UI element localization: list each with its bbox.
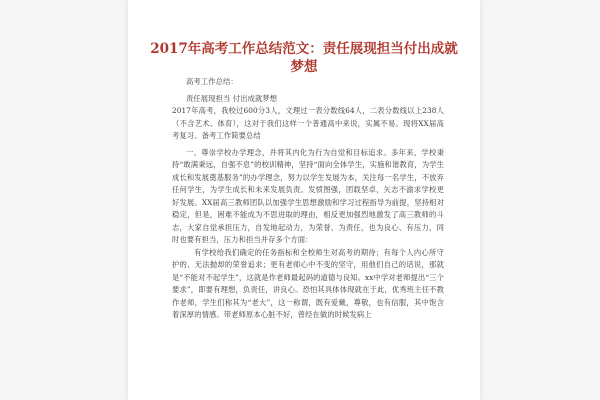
document-body bbox=[172, 76, 444, 322]
paragraph-subtitle: 责任展现担当 付出成就梦想 bbox=[186, 93, 278, 103]
document-page bbox=[128, 0, 480, 400]
document-title: 2017年高考工作总结范文：责任展现担当付出成就梦想 bbox=[150, 41, 458, 75]
paragraph-section-one: 一、尊崇学校办学理念，并将其内化为行为自觉和目标追求。多年来，学校秉持“敢满秉远，自强不息”的校训精神，坚持“面向全体学生，实施和谐教育，为学生成长和发展奠基服务”的办学理念，努力以学生发展为本，关注每一名学生，不放弃任何学生，为学生成长和未来发展负责。发愤图强，团载坚卓，矢志不渝求学校更好发展。XX届高三教师团队以加强学生思想激励和学习过程指导为前提，坚持相对稳定，但是，困难不能成为不思进取的理由，相反更加强烈地激发了高三教师的斗志，大家自觉承担压力，自发地起动力，为荣誉、为责任，也为良心、有压力，同时也要有担当，压力和担当并存多个方面： bbox=[172, 147, 444, 244]
paragraph-intro: 2017年高考，我校过600分3人，文理过一表分数线64人，二表分数线以上238人（不含艺术、体育），这对于我们这样一个普通高中来说，实属不易。现将XX届高考复习、备考工作简要总结 bbox=[172, 106, 444, 140]
paragraph-heading: 高考工作总结： bbox=[186, 77, 238, 86]
paragraph-section-two: 有学校给我们确定的任务指标和全校师生对高考的期待；有每个人内心所守护的、无法抛却的荣誉追求；更有老师心中不变的坚守，用他们自己的话说，那就是“不能对不起学生”，这就是作老师最起码的道德与良知。xx中学对老师提出“三个要求”，即要有理想，负责任，讲良心。恐怕其具体体现就在于此，优秀班主任不教作老师，学生们称其为“老大”，这一称谓，既有爱戴，尊敬，也有信服，其中饱含着深厚的情感。带老师原本心脏不好，曾经在做的时候发病上 bbox=[172, 247, 444, 319]
